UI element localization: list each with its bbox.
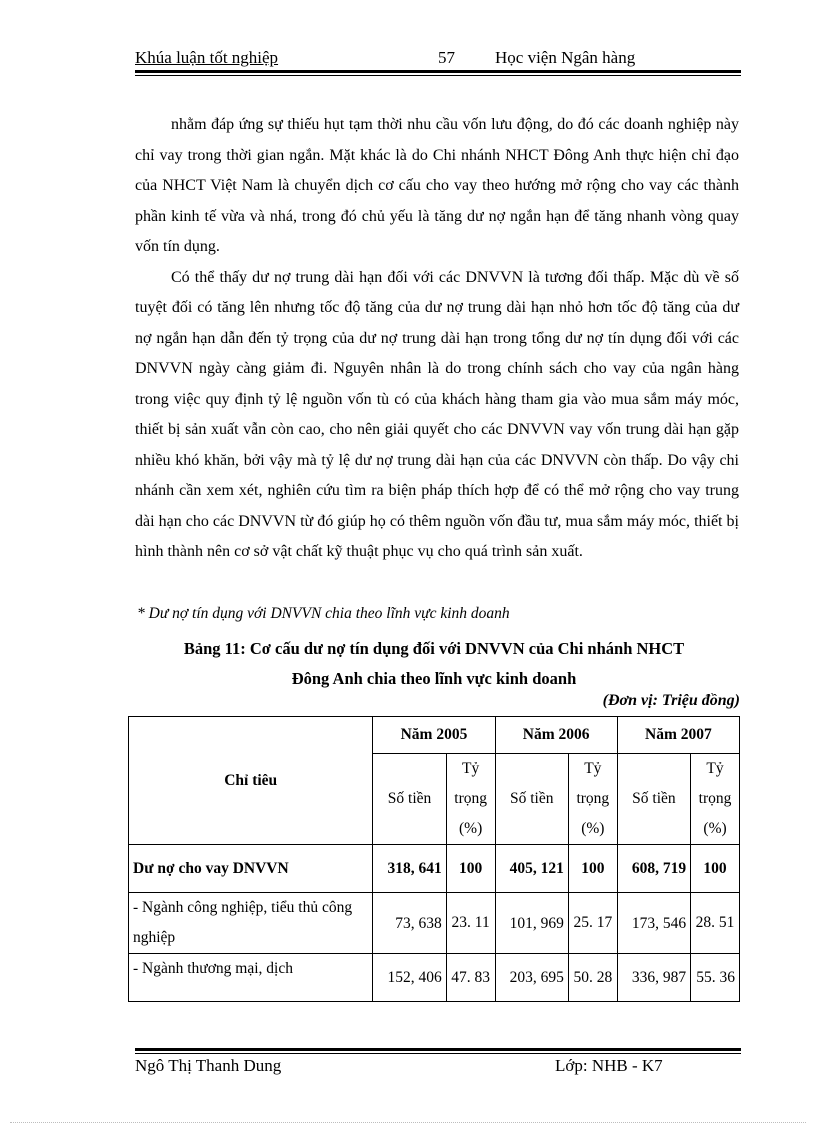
share-cell: 23. 11 — [446, 893, 495, 954]
header-label-cell: Chỉ tiêu — [129, 717, 373, 845]
footer-rule-thin — [135, 1053, 741, 1054]
amount-header: Số tiền — [617, 754, 690, 845]
year-header: Năm 2006 — [495, 717, 617, 754]
body-text — [135, 110, 739, 568]
page-footer — [135, 1056, 741, 1078]
row-label: - Ngành công nghiệp, tiểu thủ công nghiệp — [129, 893, 373, 954]
amount-cell: 318, 641 — [373, 845, 446, 893]
amount-cell: 152, 406 — [373, 954, 446, 1002]
share-cell: 100 — [446, 845, 495, 893]
share-cell: 55. 36 — [691, 954, 740, 1002]
amount-cell: 173, 546 — [617, 893, 690, 954]
header-rule-thick — [135, 70, 741, 73]
table-header-row-years — [129, 717, 740, 754]
table-row — [129, 845, 740, 893]
amount-cell: 608, 719 — [617, 845, 690, 893]
header-rule-thin — [135, 75, 741, 76]
share-cell: 100 — [568, 845, 617, 893]
footer-author: Ngô Thị Thanh Dung — [135, 1056, 282, 1075]
credit-structure-table — [128, 716, 740, 1002]
share-cell: 100 — [691, 845, 740, 893]
section-subheading: * Dư nợ tín dụng với DNVVN chia theo lĩnh vực kinh doanh — [137, 605, 510, 622]
footer-class: Lớp: NHB - K7 — [555, 1056, 663, 1075]
row-label: - Ngành thương mại, dịch — [129, 954, 373, 1002]
paragraph-1: nhằm đáp ứng sự thiếu hụt tạm thời nhu cầu vốn lưu động, do đó các doanh nghiệp này chỉ vay trong thời gian ngắn. Mặt khác là do Chi nhánh NHCT Đông Anh thực hiện chỉ đạo của NHCT Việt Nam là chuyển dịch cơ cấu cho vay theo hướng mở rộng cho vay các thành phần kinh tế vừa và nhá, trong đó chủ yếu là tăng dư nợ ngắn hạn để tăng nhanh vòng quay vốn tín dụng. — [135, 116, 739, 255]
table-caption — [128, 634, 740, 694]
amount-cell: 73, 638 — [373, 893, 446, 954]
amount-cell: 405, 121 — [495, 845, 568, 893]
footer-rule-thick — [135, 1048, 741, 1051]
year-header: Năm 2007 — [617, 717, 739, 754]
share-cell: 50. 28 — [568, 954, 617, 1002]
table-unit: (Đơn vị: Triệu đồng) — [602, 692, 740, 709]
page-number: 57 — [438, 48, 455, 67]
table-row — [129, 954, 740, 1002]
row-label: Dư nợ cho vay DNVVN — [129, 845, 373, 893]
amount-cell: 101, 969 — [495, 893, 568, 954]
amount-header: Số tiền — [373, 754, 446, 845]
table-row — [129, 893, 740, 954]
share-header: Tỷ trọng (%) — [691, 754, 740, 845]
share-cell: 47. 83 — [446, 954, 495, 1002]
paragraph-2: Có thể thấy dư nợ trung dài hạn đối với các DNVVN là tương đối thấp. Mặc dù về số tuyệt đối có tăng lên nhưng tốc độ tăng của dư nợ trung dài hạn nhỏ hơn tốc độ tăng của dư nợ ngắn hạn dẫn đến tỷ trọng của dư nợ trung dài hạn trong tổng dư nợ tín dụng đối với các DNVVN ngày càng giảm đi. Nguyên nhân là do trong chính sách cho vay của ngân hàng trong việc quy định tỷ lệ nguồn vốn tù có của khách hàng tham gia vào mua sắm máy móc, thiết bị sản xuất vẫn còn cao, cho nên giải quyết cho các DNVVN vay vốn trung dài hạn gặp nhiều khó khăn, bởi vậy mà tỷ lệ dư nợ trung dài hạn của các DNVVN còn thấp. Do vậy chi nhánh cần xem xét, nghiên cứu tìm ra biện pháp thích hợp để có thể mở rộng cho vay trung dài hạn cho các DNVVN từ đó giúp họ có thêm nguồn vốn đầu tư, mua sắm máy móc, thiết bị hình thành nên cơ sở vật chất kỹ thuật phục vụ cho quá trình sản xuất. — [135, 268, 739, 560]
share-header: Tỷ trọng (%) — [568, 754, 617, 845]
amount-cell: 203, 695 — [495, 954, 568, 1002]
table-caption-line-2: Đông Anh chia theo lĩnh vực kinh doanh — [291, 669, 577, 688]
table-caption-line-1: Bảng 11: Cơ cấu dư nợ tín dụng đối với DNVVN của Chi nhánh NHCT — [183, 639, 685, 658]
year-header: Năm 2005 — [373, 717, 495, 754]
header-institution: Học viện Ngân hàng — [495, 48, 636, 67]
page-header — [135, 48, 741, 70]
amount-cell: 336, 987 — [617, 954, 690, 1002]
share-header: Tỷ trọng (%) — [446, 754, 495, 845]
header-thesis-title: Khúa luận tốt nghiệp — [135, 48, 279, 67]
share-cell: 25. 17 — [568, 893, 617, 954]
share-cell: 28. 51 — [691, 893, 740, 954]
amount-header: Số tiền — [495, 754, 568, 845]
